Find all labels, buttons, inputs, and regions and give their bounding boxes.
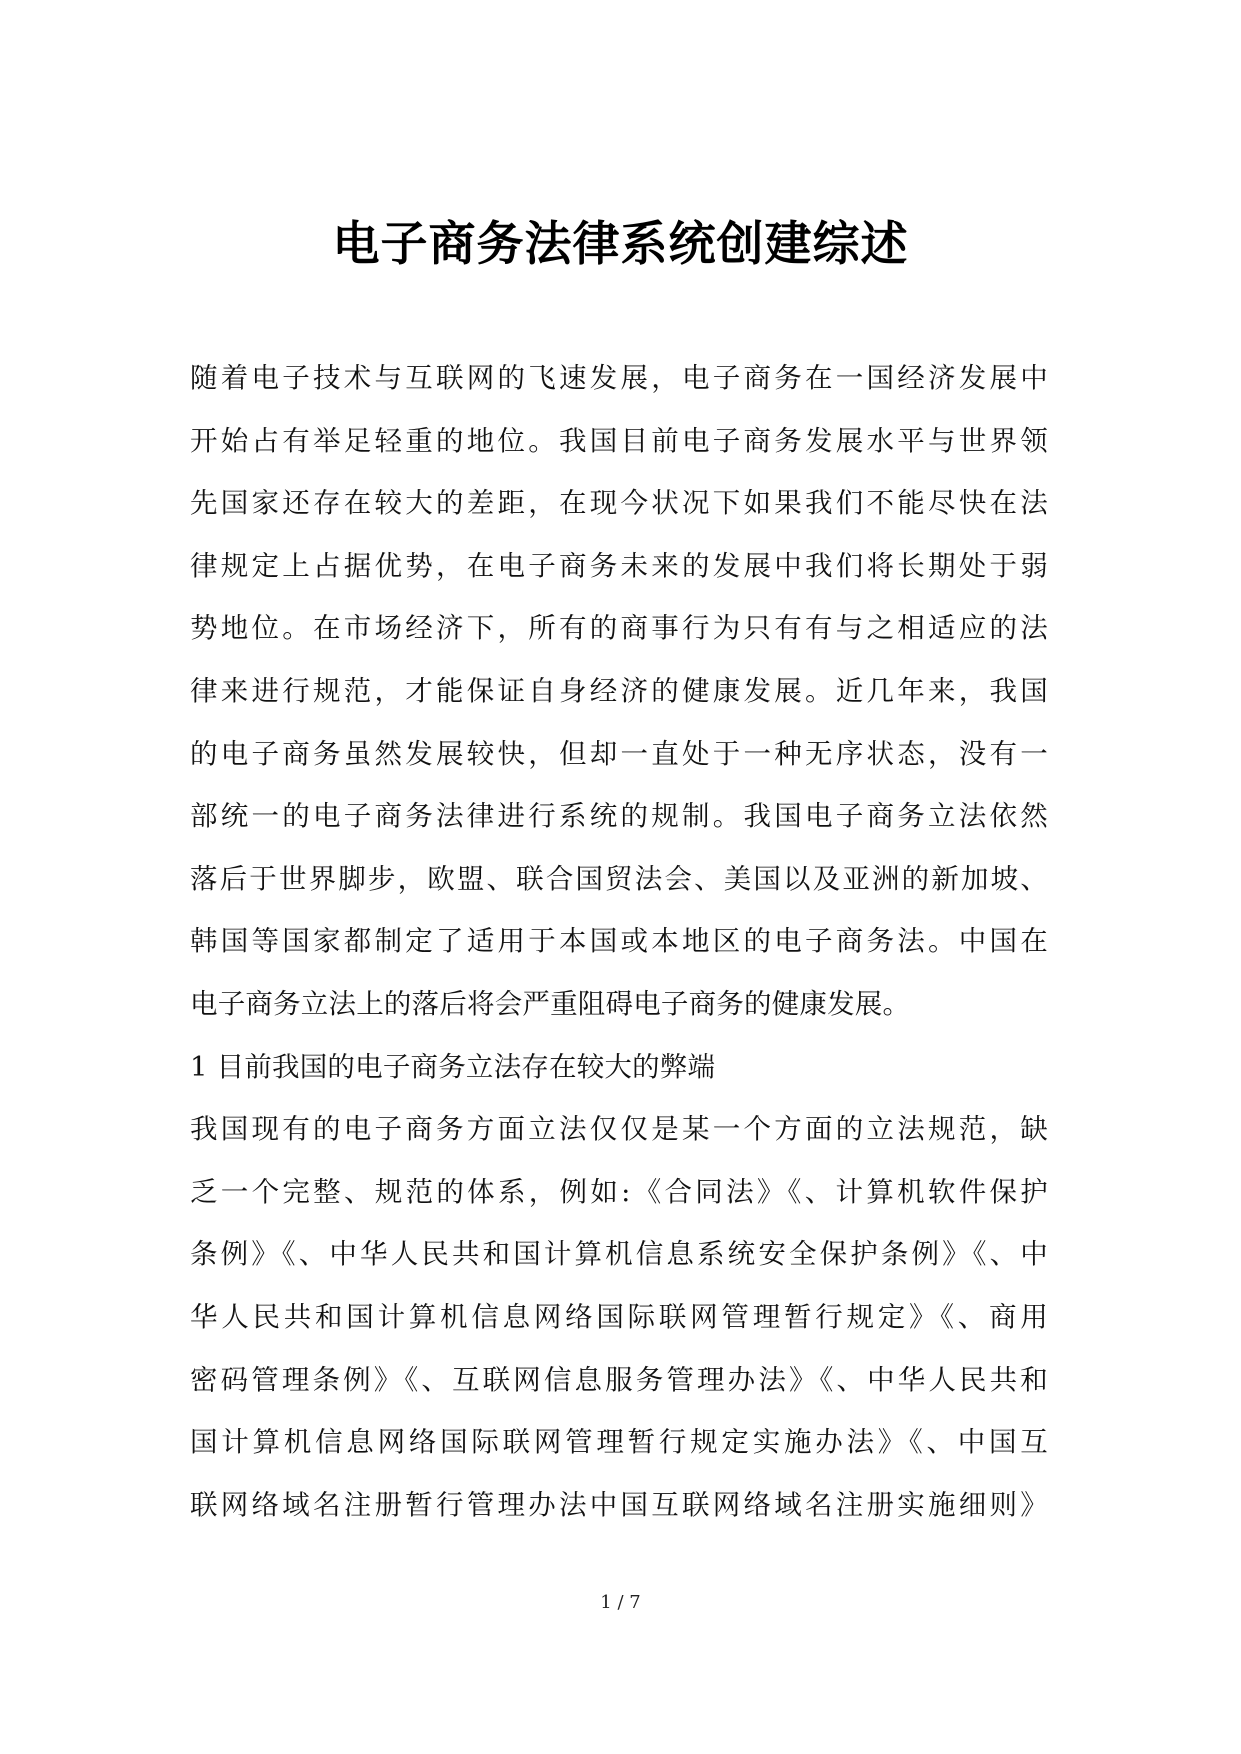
document-title: 电子商务法律系统创建综述 [332,217,909,272]
section-heading: 1 目前我国的电子商务立法存在较大的弊端 [190,1050,716,1083]
body-line: 随着电子技术与互联网的飞速发展，电子商务在一国经济发展中 [190,362,1048,394]
body-line: 部统一的电子商务法律进行系统的规制。我国电子商务立法依然 [190,800,1048,833]
body-line: 密码管理条例》《、互联网信息服务管理办法》《、中华人民共和 [190,1363,1048,1396]
body-line: 国计算机信息网络国际联网管理暂行规定实施办法》《、中国互 [190,1426,1048,1459]
body-line: 势地位。在市场经济下，所有的商事行为只有有与之相适应的法 [190,612,1048,645]
body-line: 律规定上占据优势，在电子商务未来的发展中我们将长期处于弱 [190,549,1048,582]
body-line: 条例》《、中华人民共和国计算机信息系统安全保护条例》《、中 [190,1238,1048,1271]
body-line: 联网络域名注册暂行管理办法中国互联网络域名注册实施细则》 [190,1488,1048,1521]
body-line: 电子商务立法上的落后将会严重阻碍电子商务的健康发展。 [190,987,911,1020]
body-line: 落后于世界脚步，欧盟、联合国贸法会、美国以及亚洲的新加坡、 [190,862,1048,895]
document-body [190,347,1048,1536]
page-number: 1 / 7 [600,1592,641,1613]
body-line: 律来进行规范，才能保证自身经济的健康发展。近几年来，我国 [190,674,1048,707]
body-line: 华人民共和国计算机信息网络国际联网管理暂行规定》《、商用 [190,1300,1048,1333]
body-line: 先国家还存在较大的差距，在现今状况下如果我们不能尽快在法 [190,487,1048,520]
body-line: 韩国等国家都制定了适用于本国或本地区的电子商务法。中国在 [190,925,1048,958]
body-line: 开始占有举足轻重的地位。我国目前电子商务发展水平与世界领 [190,424,1048,457]
body-line: 我国现有的电子商务方面立法仅仅是某一个方面的立法规范，缺 [190,1113,1048,1146]
body-line: 乏一个完整、规范的体系，例如:《合同法》《、计算机软件保护 [190,1175,1048,1208]
body-line: 的电子商务虽然发展较快，但却一直处于一种无序状态，没有一 [190,737,1048,770]
